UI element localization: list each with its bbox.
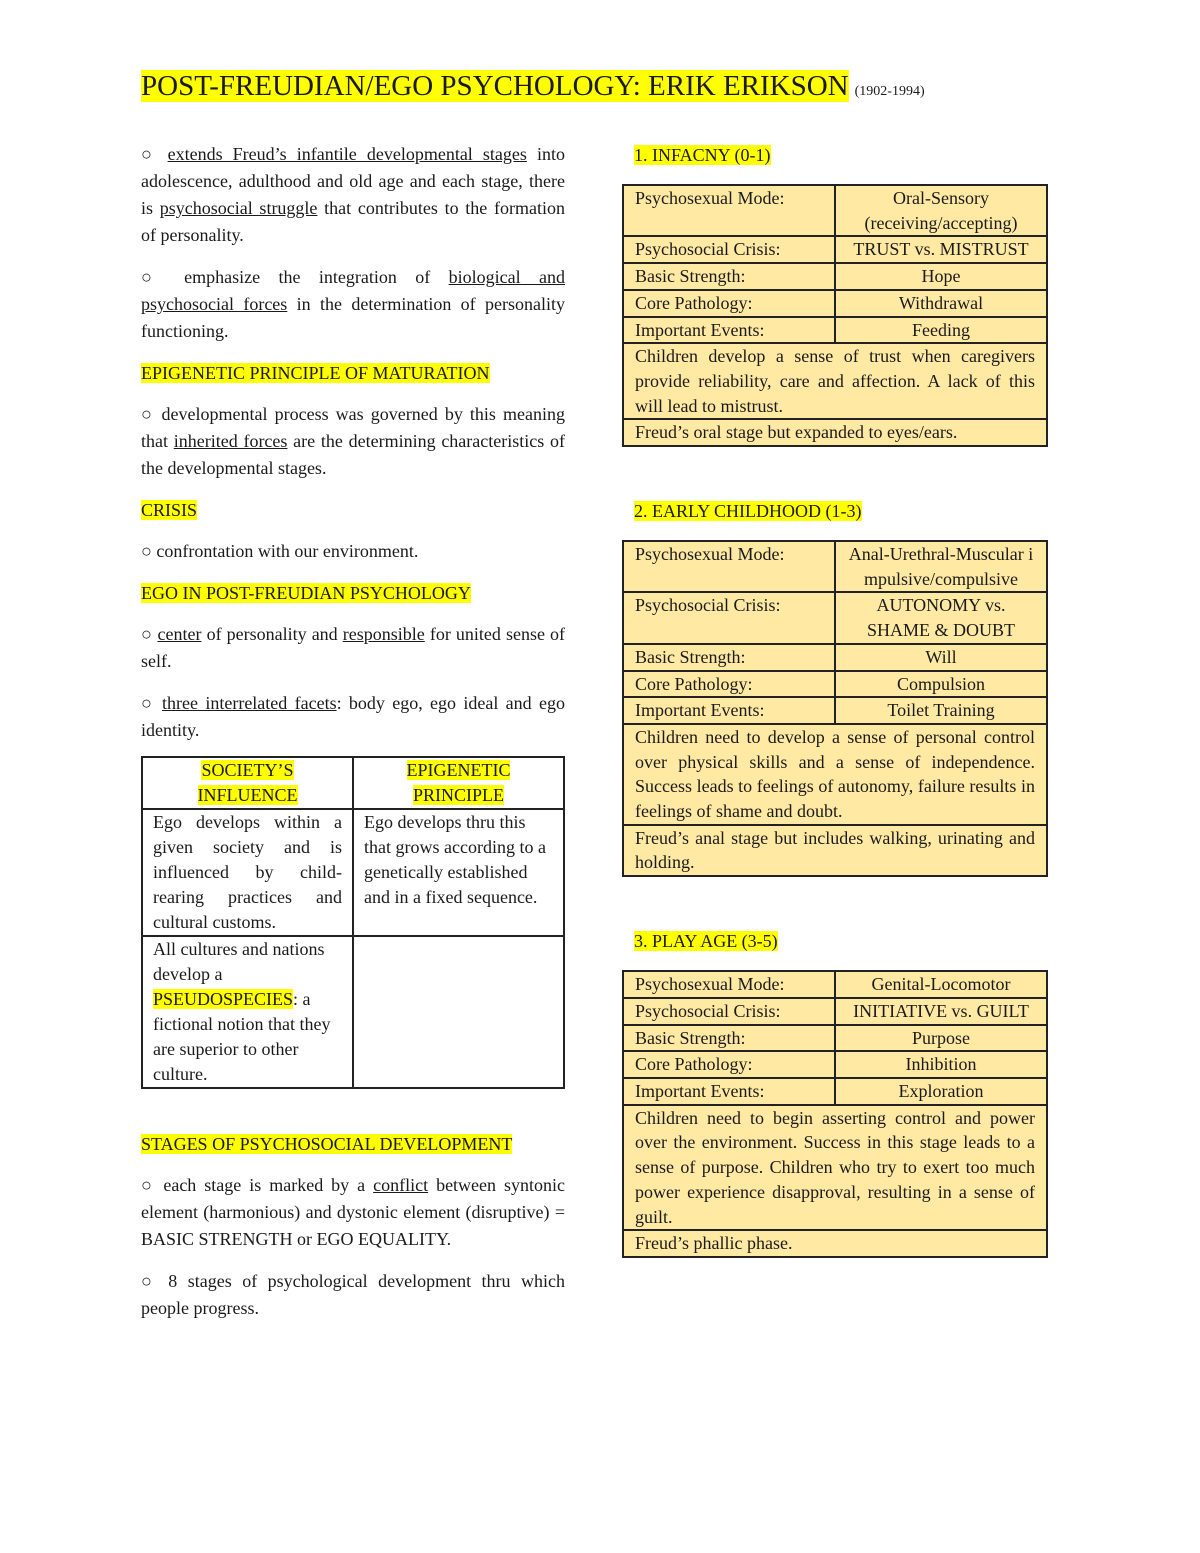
body-text: : body ego, ego ideal and ego identity.: [141, 693, 565, 740]
heading-text: EGO IN POST-FREUDIAN PSYCHOLOGY: [141, 583, 471, 603]
stage-freud-note: Freud’s oral stage but expanded to eyes/ears.: [623, 419, 1047, 446]
stage-description: Children need to begin asserting control and power over the environment. Success in this stage leads to a sense of purpose. Children who try to exert too much power experience disapproval, resulting in a sense of guilt.: [623, 1105, 1047, 1231]
body-text: that contributes to the formation of personality.: [141, 198, 565, 245]
body-text: each stage is marked by a: [155, 1175, 374, 1195]
body-text: between syntonic element (harmonious) and dystonic element (disruptive) = BASIC STRENGTH or EGO EQUALITY.: [141, 1175, 566, 1249]
bullet-icon: ○: [141, 693, 155, 713]
heading-crisis: [141, 497, 565, 524]
row-label: Psychosexual Mode:: [623, 971, 835, 998]
comparison-table: [141, 756, 565, 1089]
table-row: [623, 343, 1047, 419]
row-value: Genital-Locomotor: [835, 971, 1047, 998]
row-value: Compulsion: [835, 671, 1047, 698]
stage-freud-note: Freud’s phallic phase.: [623, 1230, 1047, 1257]
table-row: [142, 757, 564, 809]
stage-heading: [634, 929, 1048, 954]
paragraph-conflict: [141, 1172, 565, 1253]
table-header-cell: [142, 757, 353, 809]
stage-table: [622, 540, 1048, 877]
bullet-icon: ○: [141, 624, 153, 644]
row-label: Basic Strength:: [623, 644, 835, 671]
paragraph-developmental: [141, 401, 565, 482]
bullet-icon: ○: [141, 1271, 158, 1291]
row-value: Oral-Sensory (receiving/accepting): [835, 185, 1047, 236]
table-row: [623, 1025, 1047, 1052]
body-text: are the determining characteristics of the developmental stages.: [141, 431, 565, 478]
row-label: Core Pathology:: [623, 290, 835, 317]
row-value: Hope: [835, 263, 1047, 290]
table-header-cell: [353, 757, 564, 809]
table-row: [623, 592, 1047, 643]
stage-freud-note: Freud’s anal stage but includes walking, urinating and holding.: [623, 825, 1047, 876]
row-label: Psychosocial Crisis:: [623, 236, 835, 263]
heading-stages: [141, 1131, 565, 1158]
row-label: Important Events:: [623, 697, 835, 724]
underlined-text: biological and psychosocial forces: [141, 267, 565, 314]
title-main: POST-FREUDIAN/EGO PSYCHOLOGY: ERIK ERIKSON: [141, 70, 849, 102]
body-text: of personality and: [201, 624, 343, 644]
row-label: Core Pathology:: [623, 1051, 835, 1078]
row-label: Psychosocial Crisis:: [623, 592, 835, 643]
stage-heading-text: 2. EARLY CHILDHOOD (1-3): [634, 501, 862, 522]
heading-text: CRISIS: [141, 500, 198, 520]
document-title: [141, 70, 925, 103]
heading-epigenetic: [141, 360, 565, 387]
table-cell: Ego develops within a given society and is influenced by child-rearing practices and cultural customs.: [142, 809, 353, 936]
row-value: Withdrawal: [835, 290, 1047, 317]
stage-heading: [634, 499, 1048, 524]
header-text: EPIGENETIC PRINCIPLE: [406, 760, 511, 805]
table-row: [623, 1230, 1047, 1257]
paragraph-confrontation: [141, 538, 565, 565]
underlined-text: inherited forces: [173, 431, 288, 451]
paragraph-eight-stages: [141, 1268, 565, 1322]
row-label: Core Pathology:: [623, 671, 835, 698]
table-row: [623, 1078, 1047, 1105]
table-row: [623, 971, 1047, 998]
row-label: Important Events:: [623, 1078, 835, 1105]
body-text: confrontation with our environment.: [151, 541, 419, 561]
row-value: AUTONOMY vs. SHAME & DOUBT: [835, 592, 1047, 643]
table-row: [623, 825, 1047, 876]
row-value: Exploration: [835, 1078, 1047, 1105]
body-text: emphasize the integration of: [165, 267, 449, 287]
body-text: 8 stages of psychological development thru which people progress.: [141, 1271, 565, 1318]
table-row: [623, 998, 1047, 1025]
paragraph-extends: [141, 141, 565, 249]
table-row: [623, 185, 1047, 236]
row-value: TRUST vs. MISTRUST: [835, 236, 1047, 263]
stage-heading-text: 3. PLAY AGE (3-5): [634, 931, 778, 952]
cell-text: : a fictional notion that they are superior to other culture.: [153, 989, 331, 1084]
table-row: [623, 419, 1047, 446]
highlighted-term: PSEUDOSPECIES: [153, 989, 294, 1009]
heading-text: STAGES OF PSYCHOSOCIAL DEVELOPMENT: [141, 1134, 513, 1154]
row-value: INITIATIVE vs. GUILT: [835, 998, 1047, 1025]
table-cell: [142, 936, 353, 1088]
underlined-text: conflict: [373, 1175, 429, 1195]
stage-description: Children need to develop a sense of personal control over physical skills and a sense of independence. Success leads to feelings of autonomy, failure results in feelings of shame and doubt.: [623, 724, 1047, 825]
bullet-icon: ○: [141, 144, 158, 164]
table-row: [142, 809, 564, 936]
right-column: [622, 143, 1048, 1310]
table-cell: Ego develops thru this that grows according to a genetically established and in a fixed sequence.: [353, 809, 564, 936]
row-label: Important Events:: [623, 317, 835, 344]
paragraph-facets: [141, 690, 565, 744]
table-row: [142, 936, 564, 1088]
table-row: [623, 317, 1047, 344]
table-row: [623, 697, 1047, 724]
row-value: Purpose: [835, 1025, 1047, 1052]
bullet-icon: ○: [141, 404, 155, 424]
table-row: [623, 671, 1047, 698]
row-label: Psychosexual Mode:: [623, 185, 835, 236]
row-label: Basic Strength:: [623, 263, 835, 290]
table-row: [623, 1051, 1047, 1078]
left-column: [141, 141, 565, 1337]
title-years: (1902-1994): [854, 84, 925, 99]
underlined-text: responsible: [342, 624, 425, 644]
header-text: SOCIETY’S INFLUENCE: [197, 760, 298, 805]
cell-text: All cultures and nations develop a: [153, 939, 325, 984]
underlined-text: center: [157, 624, 202, 644]
row-value: Toilet Training: [835, 697, 1047, 724]
body-text: in the determination of personality functioning.: [141, 294, 566, 341]
row-label: Basic Strength:: [623, 1025, 835, 1052]
paragraph-center: [141, 621, 565, 675]
row-value: Anal-Urethral-Muscular impulsive/compulsive: [835, 541, 1047, 592]
table-row: [623, 644, 1047, 671]
body-text: developmental process was governed by this meaning that: [141, 404, 565, 451]
table-cell: [353, 936, 564, 1088]
body-text: for united sense of self.: [141, 624, 566, 671]
paragraph-emphasize: [141, 264, 565, 345]
row-value: Feeding: [835, 317, 1047, 344]
table-row: [623, 263, 1047, 290]
bullet-icon: ○: [141, 541, 152, 561]
row-value: Inhibition: [835, 1051, 1047, 1078]
stage-heading-text: 1. INFACNY (0-1): [634, 145, 771, 165]
underlined-text: three interrelated facets: [162, 693, 337, 713]
heading-ego: [141, 580, 565, 607]
table-row: [623, 541, 1047, 592]
bullet-icon: ○: [141, 267, 166, 287]
row-label: Psychosexual Mode:: [623, 541, 835, 592]
heading-text: EPIGENETIC PRINCIPLE OF MATURATION: [141, 363, 490, 383]
table-row: [623, 236, 1047, 263]
body-text: into adolescence, adulthood and old age and each stage, there is: [141, 144, 566, 218]
stage-table: [622, 184, 1048, 447]
table-row: [623, 724, 1047, 825]
stage-table: [622, 970, 1048, 1258]
row-value: Will: [835, 644, 1047, 671]
stage-description: Children develop a sense of trust when caregivers provide reliability, care and affection. A lack of this will lead to mistrust.: [623, 343, 1047, 419]
row-label: Psychosocial Crisis:: [623, 998, 835, 1025]
bullet-icon: ○: [141, 1175, 156, 1195]
stage-heading: [634, 143, 1048, 168]
table-row: [623, 1105, 1047, 1231]
underlined-text: psychosocial struggle: [159, 198, 318, 218]
underlined-text: extends Freud’s infantile developmental stages: [167, 144, 527, 164]
table-row: [623, 290, 1047, 317]
